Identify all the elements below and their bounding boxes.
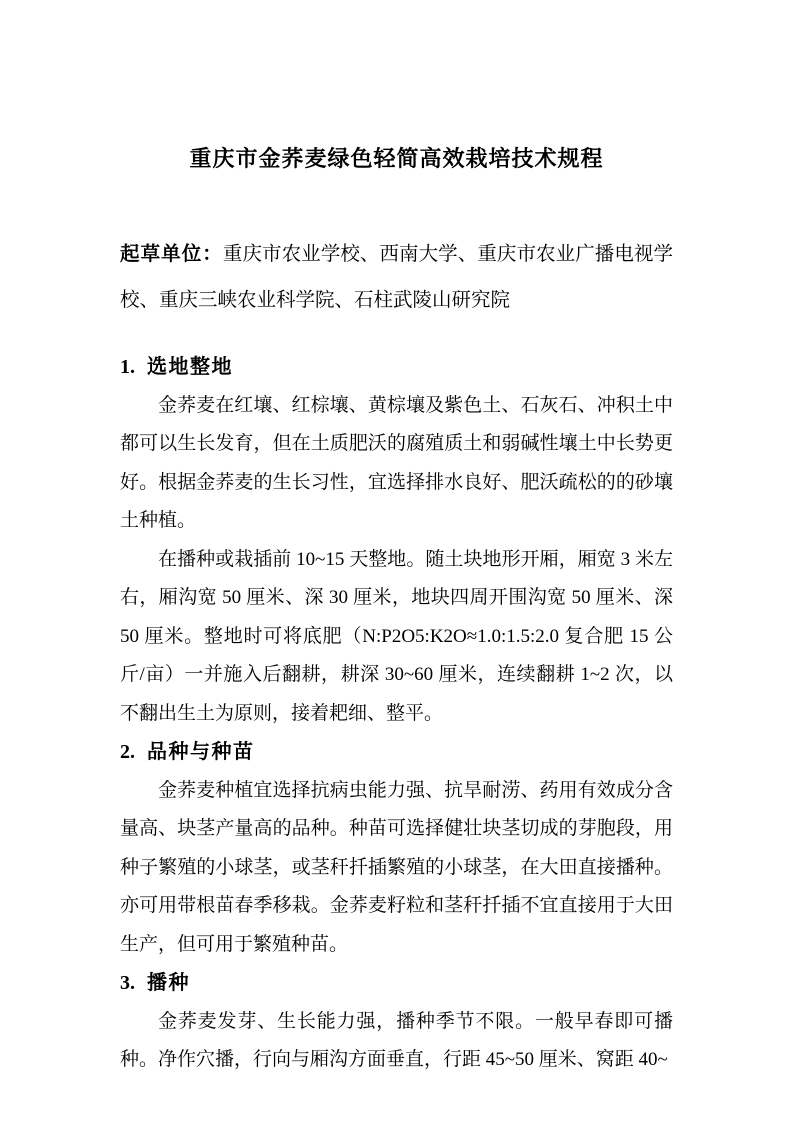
- section-number-3: 3.: [120, 972, 135, 994]
- section-title-3: 播种: [147, 972, 190, 994]
- section-heading-2: [120, 733, 673, 772]
- section-1-paragraph-1: 金荞麦在红壤、红棕壤、黄棕壤及紫色土、石灰石、冲积土中都可以生长发育，但在土质肥沃的腐殖质土和弱碱性壤土中长势更好。根据金荞麦的生长习性，宜选择排水良好、肥沃疏松的的砂壤土种植。: [120, 394, 673, 531]
- section-heading-1: [120, 348, 673, 387]
- section-1-paragraph-2: 在播种或栽插前 10~15 天整地。随土块地形开厢，厢宽 3 米左右，厢沟宽 50 厘米、深 30 厘米，地块四周开围沟宽 50 厘米、深 50 厘米。整地时可将底肥（N:P2O5:K2O≈1.0:1.5:2.0 复合肥 15 公斤/亩）一并施入后翻耕，耕深 30~60 厘米，连续翻耕 1~2 次，以不翻出生土为原则，接着耙细、整平。: [120, 548, 673, 724]
- section-title-2: 品种与种苗: [147, 741, 255, 763]
- section-title-1: 选地整地: [147, 356, 233, 378]
- section-2-paragraph-1: 金荞麦种植宜选择抗病虫能力强、抗旱耐涝、药用有效成分含量高、块茎产量高的品种。种苗可选择健壮块茎切成的芽胞段，用种子繁殖的小球茎，或茎秆扦插繁殖的小球茎，在大田直接播种。亦可用带根苗春季移栽。金荞麦籽粒和茎秆扦插不宜直接用于大田生产，但可用于繁殖种苗。: [120, 779, 673, 955]
- section-number-1: 1.: [120, 356, 135, 378]
- section-heading-3: [120, 964, 673, 1003]
- drafting-units-label: 起草单位：: [120, 244, 223, 265]
- drafting-units-paragraph: [120, 232, 673, 324]
- section-3-paragraph-1: 金荞麦发芽、生长能力强，播种季节不限。一般早春即可播种。净作穴播，行向与厢沟方面垂直，行距 45~50 厘米、窝距 40~: [120, 1010, 673, 1070]
- drafting-units-text: 重庆市农业学校、西南大学、重庆市农业广播电视学校、重庆三峡农业科学院、石柱武陵山研究院: [120, 244, 673, 311]
- section-number-2: 2.: [120, 741, 135, 763]
- document-body: [120, 348, 673, 1080]
- document-title: 重庆市金荞麦绿色轻简高效栽培技术规程: [189, 146, 604, 171]
